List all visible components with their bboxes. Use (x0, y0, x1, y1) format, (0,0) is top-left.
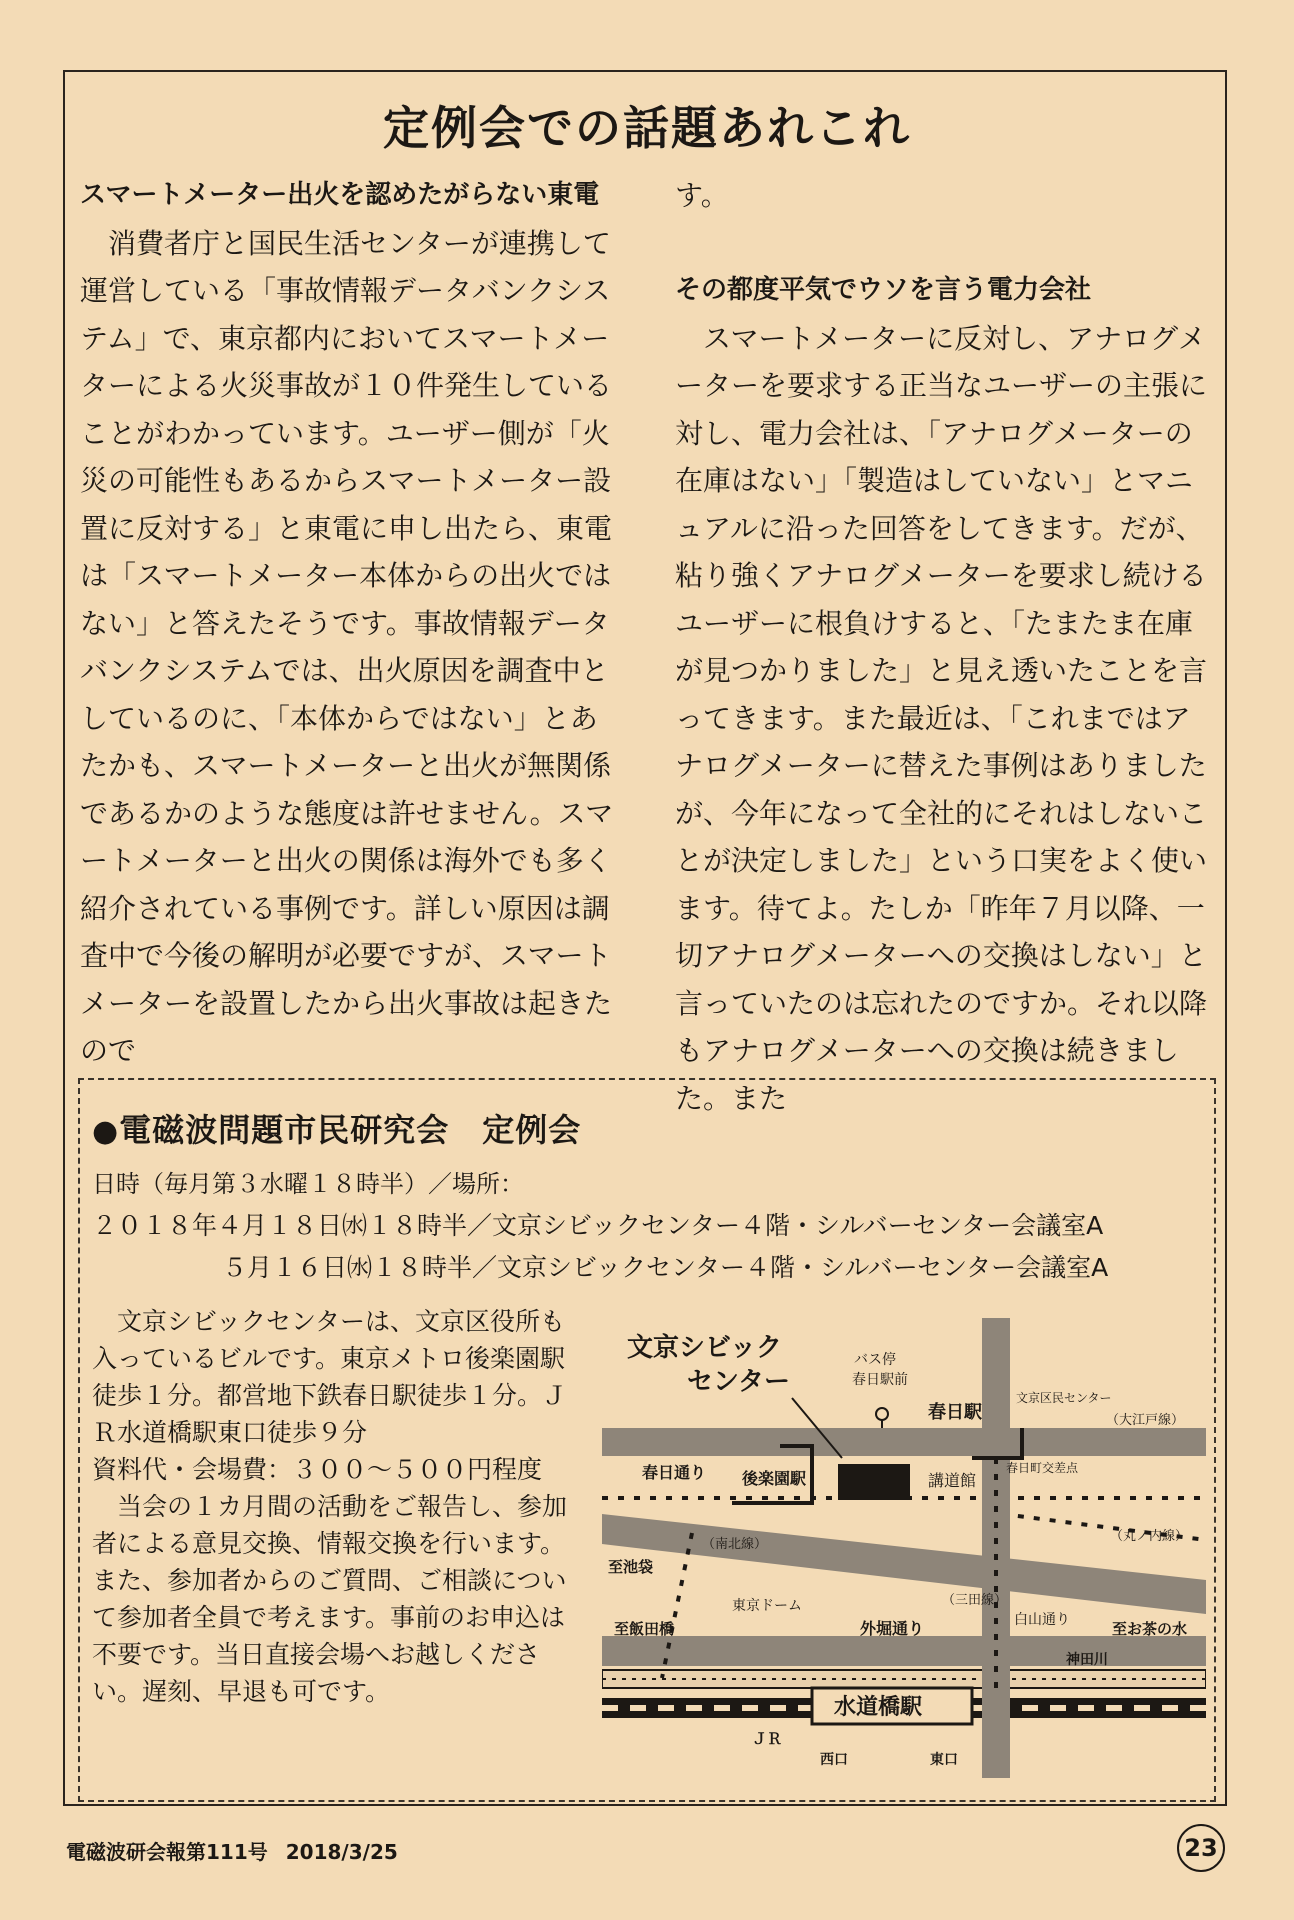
map-label-civic-center-2: センター (687, 1367, 790, 1397)
page-number: 23 (1177, 1824, 1225, 1872)
map-label-hakusan-dori: 白山通り (1014, 1612, 1070, 1628)
fee-info: 資料代・会場費：３００～５００円程度 (92, 1455, 543, 1484)
publication-date: 2018/3/25 (285, 1840, 398, 1864)
article1-heading: スマートメーター出火を認めたがらない東電 (80, 180, 600, 210)
column-gap (675, 220, 1215, 268)
meeting-description: 当会の１カ月間の活動をご報告し、参加者による意見交換、情報交換を行います。また、参加者からのご質問、ご相談について参加者全員で考えます。事前のお申込は不要です。当日直接会場へお越しください。遅刻、早退も可です。 (92, 1492, 568, 1706)
map-label-korakuen-station: 後楽園駅 (742, 1469, 807, 1488)
map-label-marunouchi-line: （丸ノ内線） (1110, 1529, 1189, 1544)
right-column (675, 172, 1215, 1122)
footer (66, 1836, 398, 1865)
article1-body: 消費者庁と国民生活センターが連携して運営している「事故情報データバンクシステム」で、東京都内においてスマートメーターによる火災事故が１０件発生していることがわかっています。ユーザー側が「火災の可能性もあるからスマートメーター設置に反対する」と東電に申し出たら、東電は「スマートメーター本体からの出火ではない」と答えたそうです。事故情報データバンクシステムでは、出火原因を調査中としているのに、「本体からではない」とあたかも、スマートメーターと出火が無関係であるかのような態度は許せません。スマートメーターと出火の関係は海外でも多く紹介されている事例です。詳しい原因は調査中で今後の解明が必要ですが、スマートメーターを設置したから出火事故は起きたので (80, 226, 614, 1067)
page-title: 定例会での話題あれこれ (383, 101, 911, 155)
map-label-nanboku-line: （南北線） (702, 1537, 768, 1552)
map-label-west-exit: 西口 (820, 1752, 848, 1768)
schedule-date-1: ２０１８年４月１８日㈬１８時半／文京シビックセンター４階・シルバーセンター会議室A (92, 1211, 1104, 1240)
kasuga-dori-road (602, 1428, 1206, 1456)
hakusan-dori-road (982, 1318, 1010, 1778)
map-label-civic-center-1: 文京シビック (627, 1333, 782, 1363)
map-label-oedo-line: （大江戸線） (1106, 1413, 1185, 1428)
map-label-kodokan: 講道館 (928, 1471, 977, 1490)
article2-heading: その都度平気でウソを言う電力会社 (675, 275, 1092, 305)
map-label-kasuga-crossing: 春日町交差点 (1006, 1461, 1079, 1475)
meeting-title (92, 1105, 581, 1151)
meeting-title-text: 電磁波問題市民研究会 定例会 (119, 1111, 582, 1149)
map-label-to-iidabashi: 至飯田橋 (614, 1620, 675, 1638)
schedule-label: 日時（毎月第３水曜１８時半）／場所： (92, 1170, 524, 1198)
map-label-east-exit: 東口 (930, 1752, 958, 1768)
map-label-tokyo-dome: 東京ドーム (732, 1598, 802, 1614)
article1-continuation: す。 (675, 179, 729, 212)
civic-center-building (838, 1464, 910, 1500)
map-label-to-ochanomizu: 至お茶の水 (1112, 1620, 1188, 1638)
left-column (80, 172, 625, 1075)
bullet-icon: ● (92, 1114, 120, 1149)
bus-stop-icon (876, 1408, 888, 1420)
publication-name: 電磁波研会報第111号 (66, 1840, 268, 1864)
map-label-mita-line: （三田線） (942, 1593, 1008, 1608)
map-label-jr: ＪＲ (752, 1730, 783, 1748)
map-label-kanda-river: 神田川 (1066, 1652, 1108, 1668)
map-label-kasuga-station: 春日駅 (928, 1402, 982, 1423)
map-label-bus-stop-2: 春日駅前 (852, 1372, 908, 1388)
map-label-sotobori-dori: 外堀通り (860, 1619, 925, 1638)
map-label-kasuga-dori: 春日通り (642, 1463, 707, 1482)
access-map (602, 1318, 1206, 1782)
map-label-bunkyo-center: 文京区民センター (1016, 1391, 1112, 1405)
map-label-bus-stop-1: バス停 (854, 1352, 896, 1368)
map-label-to-ikebukuro: 至池袋 (608, 1558, 654, 1576)
access-info: 文京シビックセンターは、文京区役所も入っているビルです。東京メトロ後楽園駅徒歩１分。都営地下鉄春日駅徒歩１分。ＪＲ水道橋駅東口徒歩９分 (92, 1307, 568, 1447)
meeting-details (92, 1303, 582, 1710)
article2-body: スマートメーターに反対し、アナログメーターを要求する正当なユーザーの主張に対し、電力会社は、「アナログメーターの在庫はない」「製造はしていない」とマニュアルに沿った回答をしてきます。だが、粘り強くアナログメーターを要求し続けるユーザーに根負けすると、「たまたま在庫が見つかりました」と見え透いたことを言ってきます。また最近は、「これまではアナログメーターに替えた事例はありましたが、今年になって全社的にそれはしないことが決定しました」という口実をよく使います。待てよ。たしか「昨年７月以降、一切アナログメーターへの交換はしない」と言っていたのは忘れたのですか。それ以降もアナログメーターへの交換は続きました。また (675, 321, 1208, 1115)
map-label-suidobashi-station: 水道橋駅 (834, 1695, 923, 1720)
schedule-date-2: ５月１６日㈬１８時半／文京シビックセンター４階・シルバーセンター会議室A (222, 1253, 1109, 1282)
sotobori-dori-road (602, 1636, 1206, 1666)
